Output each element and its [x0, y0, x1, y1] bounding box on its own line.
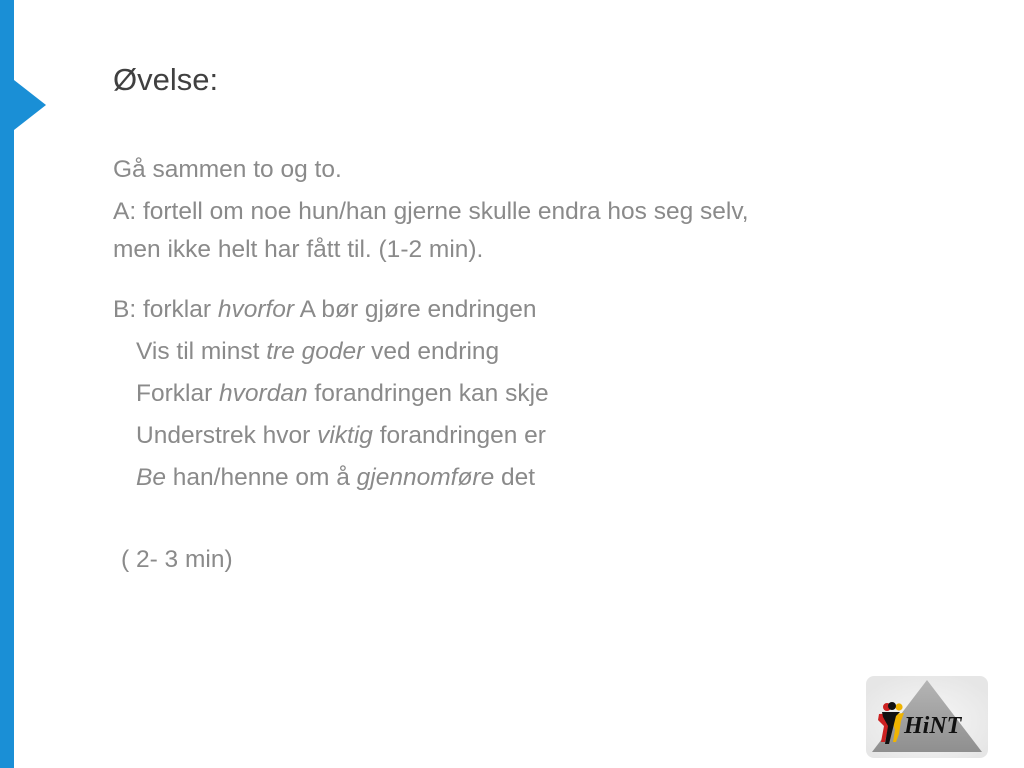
- list-item-post: forandringen er: [372, 422, 546, 449]
- list-item-emphasis: tre goder: [266, 338, 365, 365]
- list-item-post: forandringen kan skje: [307, 380, 549, 407]
- list-item: [113, 375, 993, 413]
- list-item-emphasis: viktig: [317, 422, 373, 449]
- slide-body: [113, 151, 993, 579]
- intro-text: Gå sammen to og to.: [113, 156, 342, 183]
- timing-text: ( 2- 3 min): [121, 546, 233, 573]
- instruction-a-line2: men ikke helt har fått til. (1-2 min).: [113, 236, 484, 263]
- instruction-b-post: A bør gjøre endringen: [294, 296, 537, 323]
- instruction-b: [113, 291, 993, 329]
- list-item-emphasis: hvordan: [219, 380, 308, 407]
- list-item: [113, 417, 993, 455]
- list-item-pre: Vis til minst: [136, 338, 267, 365]
- list-item-post: ved endring: [364, 338, 500, 365]
- accent-arrow: [14, 80, 46, 130]
- list-item: [113, 333, 993, 371]
- list-item-pre: Understrek hvor: [136, 422, 318, 449]
- list-item-emphasis: Be: [136, 464, 166, 491]
- list-item-post: det: [494, 464, 536, 491]
- list-item-emphasis: gjennomføre: [356, 464, 495, 491]
- logo-text: HiNT: [904, 713, 962, 739]
- hint-logo-icon: [866, 676, 988, 758]
- slide-title: Øvelse:: [113, 62, 219, 97]
- instruction-b-emphasis: hvorfor: [217, 296, 295, 323]
- list-item-last: [113, 459, 993, 497]
- instruction-b-pre: B: forklar: [113, 296, 218, 323]
- instruction-a-line1: A: fortell om noe hun/han gjerne skulle endra hos seg selv,: [113, 198, 749, 225]
- list-item-mid: han/henne om å: [165, 464, 357, 491]
- accent-bar: [0, 0, 14, 768]
- list-item-pre: Forklar: [136, 380, 220, 407]
